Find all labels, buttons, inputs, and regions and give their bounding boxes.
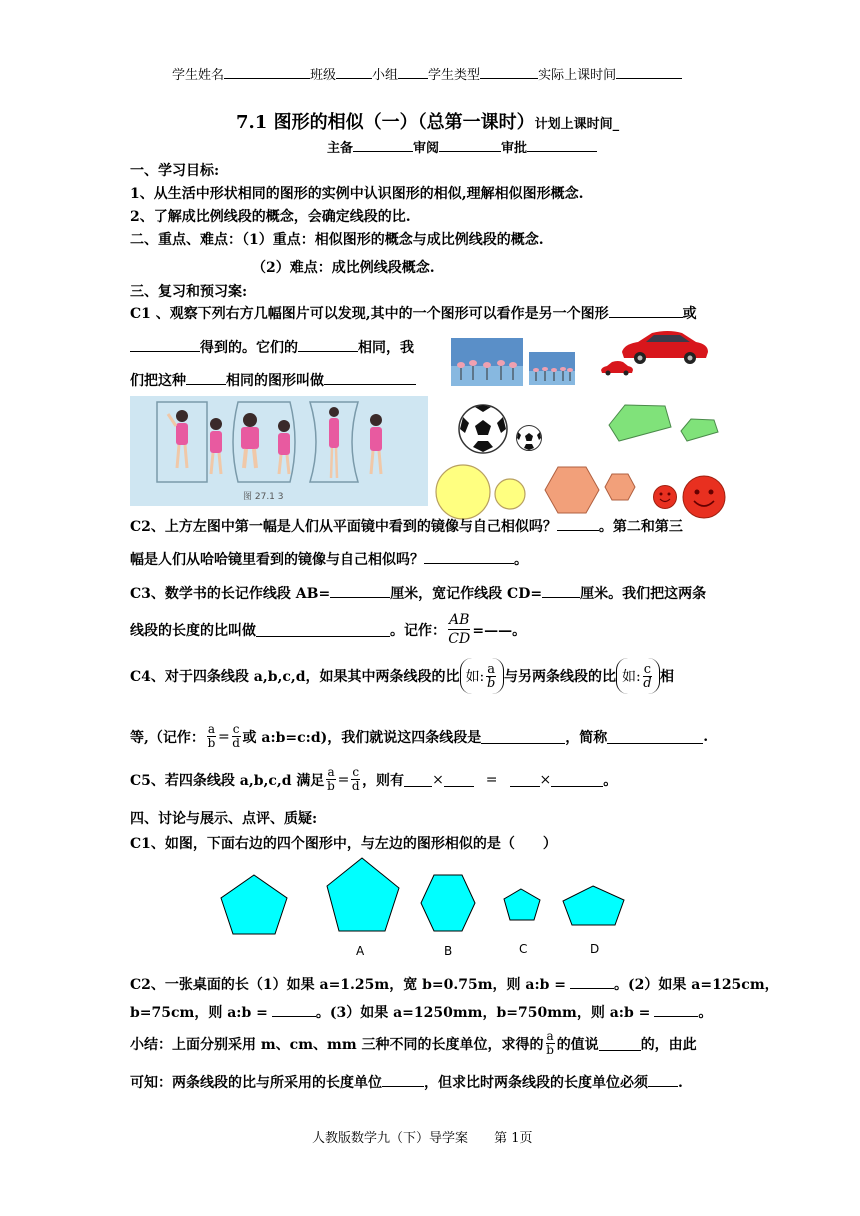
c1-blank-5[interactable] <box>324 370 416 385</box>
c3-text-5: 。记作： <box>390 622 446 639</box>
fraction-denominator: CD <box>448 631 471 647</box>
actual-time-blank[interactable] <box>616 64 682 79</box>
c4-paren-1 <box>460 658 504 694</box>
c2-text-4: 。 <box>514 552 528 568</box>
orange-hexagon-large <box>543 465 601 515</box>
c3-text-2: 厘米，宽记作线段 CD= <box>390 586 543 602</box>
c4-blank-2[interactable] <box>607 729 703 744</box>
c5-line <box>130 766 617 793</box>
goal-1: 1、从生活中形状相同的图形的实例中认识图形的相似,理解相似图形概念. <box>130 186 584 202</box>
c4-text-7: . <box>703 728 709 745</box>
c4-eq-den-d: d <box>232 736 240 750</box>
c2-line-2 <box>130 549 528 569</box>
c1-blank-4[interactable] <box>186 370 226 385</box>
review-label: 审阅 <box>413 141 440 156</box>
yellow-circle-small <box>493 477 527 511</box>
section-3-heading: 三、复习和预习案: <box>130 284 248 300</box>
c4-num-a: a <box>487 661 496 677</box>
flamingo-photo-small <box>529 352 575 385</box>
actual-time-label: 实际上课时间 <box>538 68 617 83</box>
c5-blank-1[interactable] <box>404 772 432 787</box>
d2-text-3: b=75cm，则 a:b = <box>130 1005 268 1021</box>
c4-text-6: ，简称 <box>565 729 608 746</box>
c5-eq-sign: = <box>337 771 350 788</box>
c2-blank-1[interactable] <box>557 516 599 531</box>
summary-num-a: a <box>546 1029 554 1043</box>
summary-text-2: 的值说 <box>556 1036 599 1053</box>
c4-ru-2: 如: <box>622 669 641 685</box>
c4-line-1 <box>130 658 674 694</box>
c1-text-5: 相同的图形叫做 <box>226 373 324 389</box>
d2-blank-1[interactable] <box>570 974 614 989</box>
c5-num-c: c <box>352 765 360 779</box>
c5-den-b: b <box>327 779 335 793</box>
c5-times-1: × <box>432 771 444 788</box>
green-pentagon-large <box>605 403 673 443</box>
c2-blank-2[interactable] <box>424 549 514 564</box>
c1-text-4: 们把这种 <box>130 373 186 389</box>
d2-text-2: 。(2）如果 a=125cm， <box>614 977 779 993</box>
d2-blank-2[interactable] <box>272 1002 316 1017</box>
ab-over-cd-fraction <box>448 611 470 648</box>
soccer-ball-large <box>457 403 509 455</box>
c4-eq-den-b: b <box>207 736 216 750</box>
footer-page-number: 第 1页 <box>494 1131 533 1146</box>
student-name-label: 学生姓名 <box>172 68 225 83</box>
summary-line-1 <box>130 1030 697 1057</box>
d2-line-2 <box>130 1002 712 1022</box>
mirror-figure <box>130 396 428 506</box>
c5-num-a: a <box>327 765 335 779</box>
c4-eq-num-a: a <box>207 722 216 736</box>
option-b-hexagon[interactable] <box>418 872 478 934</box>
c5-blank-4[interactable] <box>551 772 603 787</box>
c1-blank-2[interactable] <box>130 337 200 352</box>
c4-text: C4、对于四条线段 a,b,c,d，如果其中两条线段的比 <box>130 669 460 685</box>
option-a-label: A <box>356 944 365 958</box>
car-small <box>600 360 634 376</box>
option-c-pentagon[interactable] <box>501 887 543 923</box>
c3-blank-cd[interactable] <box>542 583 580 598</box>
student-name-blank[interactable] <box>224 64 310 79</box>
section-2-difficulty: （2）难点：成比例线段概念. <box>252 260 435 276</box>
c4-text-3: 相 <box>660 669 675 685</box>
c1-line-1 <box>130 303 697 323</box>
section-4-heading: 四、讨论与展示、点评、质疑: <box>130 811 318 827</box>
c3-line-1 <box>130 583 706 603</box>
group-label: 小组 <box>372 68 399 83</box>
c3-text-3: 厘米。我们把这两条 <box>580 586 707 602</box>
page-title: 7.1 图形的相似（一）（总第一课时） <box>236 112 535 133</box>
yellow-circle-large <box>434 463 492 521</box>
c1-text-3: 相同，我 <box>358 340 414 356</box>
section-2-heading: 二、重点、难点：（1）重点：相似图形的概念与成比例线段的概念. <box>130 232 544 248</box>
c5-blank-2[interactable] <box>444 772 474 787</box>
c4-den-b: b <box>487 675 496 691</box>
summary-blank-3[interactable] <box>648 1072 678 1087</box>
review-blank[interactable] <box>439 137 501 152</box>
student-type-blank[interactable] <box>480 64 538 79</box>
c4-eq-num-c: c <box>232 722 240 736</box>
c2-line-1 <box>130 516 683 536</box>
c5-times-2: × <box>539 771 552 788</box>
class-blank[interactable] <box>336 64 372 79</box>
mirror-figure-caption: 图 27.1 3 <box>243 492 284 502</box>
d2-blank-3[interactable] <box>654 1002 698 1017</box>
c4-text-4: 等,（记作： <box>130 729 205 746</box>
summary-text-3: 的，由此 <box>640 1036 697 1053</box>
summary-text: 小结：上面分别采用 m、cm、mm 三种不同的长度单位，求得的 <box>130 1036 544 1053</box>
green-pentagon-small <box>678 417 720 443</box>
title-line <box>236 108 619 134</box>
plan-time-label: 计划上课时间_ <box>534 117 620 132</box>
student-type-label: 学生类型 <box>428 68 481 83</box>
c3-line-2 <box>130 611 526 648</box>
c5-text: C5、若四条线段 a,b,c,d 满足 <box>130 772 325 789</box>
c3-blank-ab[interactable] <box>330 583 390 598</box>
c3-eq: =——。 <box>472 622 527 639</box>
fraction-numerator: AB <box>449 612 470 628</box>
approve-blank[interactable] <box>527 137 597 152</box>
orange-hexagon-small <box>603 472 637 502</box>
summary-den-b: b <box>546 1043 554 1057</box>
reference-pentagon <box>218 872 290 936</box>
editor-blank[interactable] <box>353 137 413 152</box>
d1-question: C1、如图，下面右边的四个图形中，与左边的图形相似的是（ ） <box>130 836 557 852</box>
summary-text-4: 可知：两条线段的比与所采用的长度单位 <box>130 1075 382 1091</box>
smiley-large <box>681 474 727 520</box>
c5-den-d: d <box>351 779 360 793</box>
d2-text-5: 。 <box>698 1005 713 1021</box>
class-label: 班级 <box>310 68 337 83</box>
goal-2: 2、了解成比例线段的概念，会确定线段的比. <box>130 209 411 225</box>
option-b-label: B <box>444 944 453 958</box>
section-1-heading: 一、学习目标: <box>130 163 220 179</box>
editor-label: 主备 <box>327 141 354 156</box>
c1-or: 或 <box>682 306 697 322</box>
c1-line-2 <box>130 337 414 357</box>
d2-line-1 <box>130 974 779 994</box>
c4-ru-1: 如: <box>465 669 485 685</box>
summary-blank-1[interactable] <box>599 1036 641 1051</box>
d2-text-4: 。(3）如果 a=1250mm，b=750mm，则 a:b = <box>315 1005 651 1021</box>
smiley-small <box>652 484 678 510</box>
c5-blank-3[interactable] <box>510 772 540 787</box>
c1-text: C1 、观察下列右方几幅图片可以发现,其中的一个图形可以看作是另一个图形 <box>130 306 609 322</box>
option-a-pentagon[interactable] <box>325 855 401 935</box>
c5-equals: = <box>485 771 498 788</box>
c1-blank-1[interactable] <box>609 303 683 318</box>
c2-text-3: 幅是人们从哈哈镜里看到的镜像与自己相似吗？ <box>130 552 424 568</box>
staff-line <box>327 137 597 156</box>
c4-blank-1[interactable] <box>481 729 565 744</box>
summary-text-5: ，但求比时两条线段的长度单位必须 <box>424 1075 648 1091</box>
soccer-ball-small <box>515 424 543 452</box>
c3-text: C3、数学书的长记作线段 AB= <box>130 586 331 602</box>
d2-text: C2、一张桌面的长（1）如果 a=1.25m，宽 b=0.75m，则 a:b = <box>130 977 567 993</box>
option-d-pentagon[interactable] <box>560 884 628 928</box>
c5-end: 。 <box>603 772 618 789</box>
c2-text: C2、上方左图中第一幅是人们从平面镜中看到的镜像与自己相似吗？ <box>130 519 557 535</box>
c4-line-2 <box>130 723 708 750</box>
c4-eq-sign: = <box>218 728 230 745</box>
option-d-label: D <box>590 942 600 956</box>
c4-den-d: d <box>643 675 652 691</box>
header-line <box>172 64 682 83</box>
approve-label: 审批 <box>501 141 528 156</box>
c4-paren-2 <box>616 658 660 694</box>
c1-line-3 <box>130 370 416 390</box>
c3-blank-ratio[interactable] <box>256 622 390 637</box>
c5-text-2: ，则有 <box>362 772 405 789</box>
c2-text-2: 。第二和第三 <box>598 519 683 535</box>
footer <box>312 1127 533 1146</box>
c3-text-4: 线段的长度的比叫做 <box>130 622 256 639</box>
c4-text-2: 与另两条线段的比 <box>504 669 617 685</box>
c4-text-5: 或 a:b=c:d)，我们就说这四条线段是 <box>242 729 482 746</box>
c1-blank-3[interactable] <box>298 337 358 352</box>
c1-text-2: 得到的。它们的 <box>200 340 298 356</box>
c4-num-c: c <box>643 661 652 677</box>
footer-book: 人教版数学九（下）导学案 <box>312 1131 469 1146</box>
option-c-label: C <box>519 942 528 956</box>
summary-line-2 <box>130 1072 683 1092</box>
summary-blank-2[interactable] <box>382 1072 424 1087</box>
flamingo-photo-large <box>451 338 523 386</box>
group-blank[interactable] <box>398 64 428 79</box>
summary-text-6: . <box>678 1075 683 1091</box>
